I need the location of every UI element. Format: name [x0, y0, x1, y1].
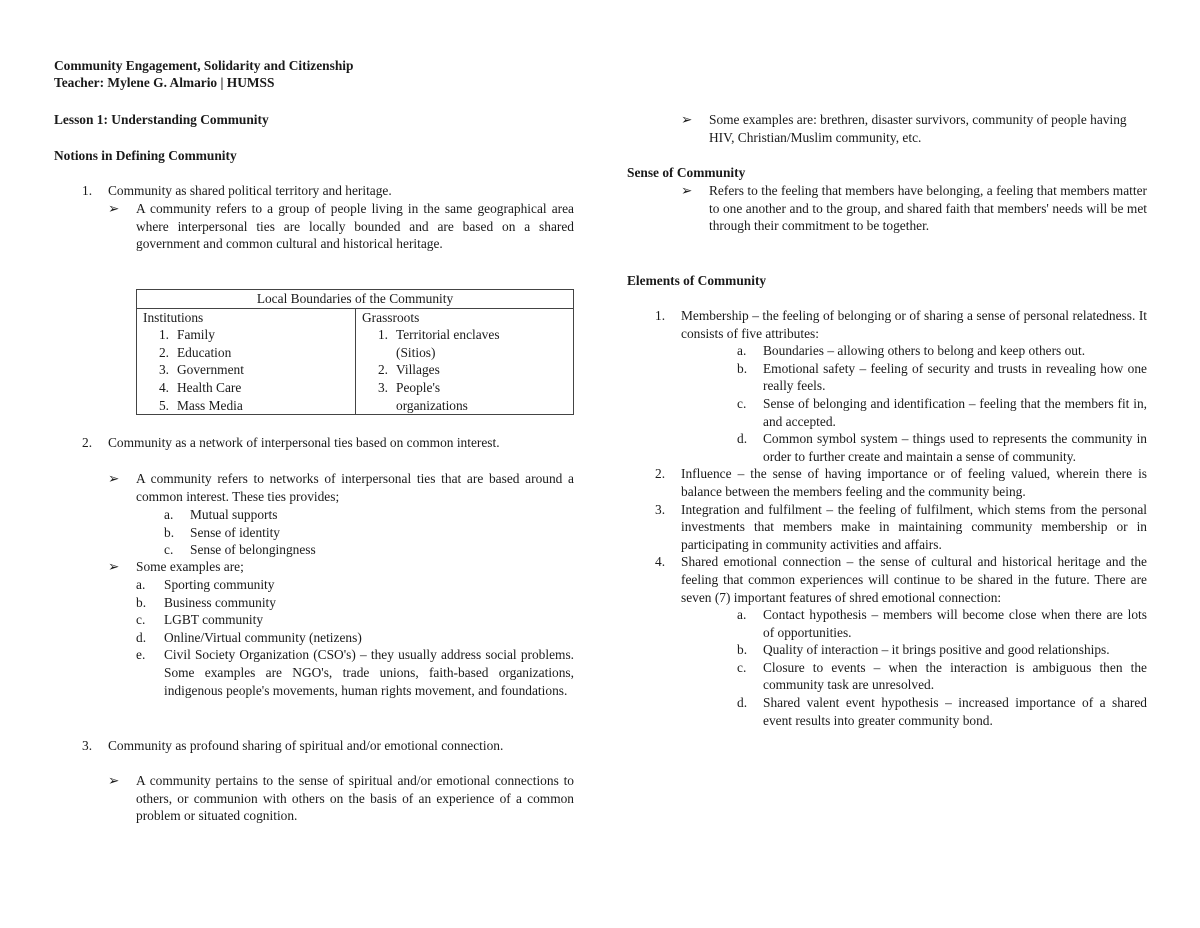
list-item-label: Government	[177, 362, 244, 378]
grassroots-list	[362, 326, 567, 414]
element-item	[655, 553, 1147, 729]
sense-text: Refers to the feeling that members have belonging, a feeling that members matter to one another and to the group, and shared faith that members' needs will be met through their commitment to be together.	[709, 183, 1147, 234]
list-number: 2.	[82, 435, 93, 450]
list-item	[164, 506, 574, 524]
list-number: 4.	[158, 379, 169, 395]
examples-label-row	[108, 558, 574, 576]
list-number: 2.	[377, 362, 388, 378]
list-item	[143, 379, 349, 397]
list-item-label: Villages	[396, 362, 440, 378]
list-item	[362, 379, 567, 397]
elements-heading: Elements of Community	[627, 273, 767, 288]
sense-bullet	[681, 182, 1147, 235]
list-item	[136, 576, 574, 594]
list-item-text: Closure to events – when the interaction is ambiguous then the community task are unresolved.	[763, 659, 1147, 693]
notion-item-2	[82, 434, 574, 452]
lesson-title: Lesson 1: Understanding Community	[54, 112, 269, 127]
examples-label: Some examples are;	[136, 559, 244, 574]
list-item-text: Quality of interaction – it brings positive and good relationships.	[763, 642, 1110, 658]
list-marker: d.	[136, 629, 147, 645]
list-item	[737, 694, 1147, 729]
list-number: 3.	[158, 362, 169, 378]
element-item	[655, 307, 1147, 465]
list-number: 4.	[655, 554, 666, 570]
list-marker: b.	[737, 642, 748, 658]
institutions-list	[143, 326, 349, 414]
list-item-label: (Sitios)	[396, 344, 436, 360]
list-number: 1.	[377, 327, 388, 343]
element-item	[655, 501, 1147, 554]
course-title: Community Engagement, Solidarity and Citizenship	[54, 58, 354, 73]
list-item-label: Education	[177, 344, 232, 360]
list-marker: c.	[136, 612, 146, 628]
list-item	[737, 342, 1147, 360]
list-item	[143, 397, 349, 415]
list-item	[164, 541, 574, 559]
bullet-text: A community refers to a group of people living in the same geographical area where interpersonal ties are locally bounded and are based on a shared government and common cultural and historical heritage.	[136, 201, 574, 252]
bullet-text: A community pertains to the sense of spiritual and/or emotional connections to others, or communion with others on the basis of an experience of a common problem or situated cognition.	[136, 773, 574, 824]
list-item-text: Civil Society Organization (CSO's) – they usually address social problems. Some examples are NGO's, trade unions, faith-based organizations, indigenous people's movements, human rights movement, and foundations.	[164, 647, 574, 698]
list-item	[143, 326, 349, 344]
list-item-label: Mass Media	[177, 397, 243, 413]
list-marker: b.	[164, 524, 175, 540]
list-number: 1.	[82, 183, 93, 198]
list-item-text: LGBT community	[164, 612, 264, 628]
list-item-label: People's	[396, 379, 441, 395]
element-item-row	[655, 307, 1147, 342]
notion-item-1-bullet	[108, 200, 574, 253]
element-sublist	[737, 606, 1147, 729]
list-item-text: Boundaries – allowing others to belong and keep others out.	[763, 343, 1086, 359]
list-number: 5.	[158, 397, 169, 413]
list-item-text: Online/Virtual community (netizens)	[164, 629, 362, 645]
list-item-text: Sense of belonging and identification – feeling that the members fit in, and accepted.	[763, 395, 1147, 429]
element-item-text: Shared emotional connection – the sense of cultural and historical heritage and the feeling that common experiences will continue to be shared in the future. There are seven (7) important features of shred emotional connection:	[681, 554, 1147, 605]
list-number: 2.	[655, 466, 666, 482]
list-number: 1.	[158, 327, 169, 343]
list-item	[362, 361, 567, 379]
notion-item-3	[82, 737, 574, 755]
list-item-text: Sporting community	[164, 577, 275, 592]
list-item-text: Sense of belongingness	[190, 542, 316, 558]
list-number	[362, 344, 396, 362]
list-item	[737, 360, 1147, 395]
element-item-text: Integration and fulfilment – the feeling of fulfilment, which stems from the personal investments that members make in maintaining community membership or in participating in community activities and affairs.	[681, 501, 1147, 552]
list-item-text: Common symbol system – things used to represents the community in order to further create and maintain a sense of community.	[763, 431, 1147, 464]
list-marker: c.	[737, 659, 747, 675]
arrow-bullet-icon: ➢	[681, 183, 693, 198]
list-item-text: Mutual supports	[190, 507, 278, 522]
list-item	[136, 594, 574, 612]
elements-list	[655, 307, 1147, 729]
list-number: 3.	[82, 738, 93, 753]
element-item	[655, 465, 1147, 500]
institutions-heading: Institutions	[143, 309, 204, 325]
list-item	[362, 397, 567, 415]
notion-item-2-title: Community as a network of interpersonal ties based on common interest.	[108, 435, 500, 450]
element-item-row	[655, 465, 1147, 500]
list-marker: b.	[737, 360, 748, 376]
list-marker: b.	[136, 594, 147, 610]
local-boundaries-table	[136, 289, 574, 415]
grassroots-cell	[356, 308, 574, 415]
list-number	[362, 397, 396, 415]
list-item-label: Family	[177, 327, 215, 343]
element-item-text: Membership – the feeling of belonging or of sharing a sense of personal relatedness. It consists of five attributes:	[681, 308, 1147, 341]
list-item	[164, 524, 574, 542]
list-number: 1.	[655, 308, 666, 323]
list-marker: a.	[164, 507, 174, 522]
list-item	[362, 326, 567, 344]
list-number: 3.	[655, 501, 666, 517]
list-item	[737, 606, 1147, 641]
notion-item-1-title: Community as shared political territory and heritage.	[108, 183, 392, 198]
list-item-text: Business community	[164, 594, 276, 610]
element-item-row	[655, 553, 1147, 606]
element-item-text: Influence – the sense of having importance or of feeling valued, wherein there is balance between the members feeling and the community being.	[681, 466, 1147, 499]
list-item-label: organizations	[396, 397, 468, 413]
notion-item-2-sublist	[164, 506, 574, 559]
list-item-label: Health Care	[177, 379, 242, 395]
list-item	[737, 430, 1147, 465]
arrow-bullet-icon: ➢	[681, 112, 693, 127]
notion-item-3-bullet	[108, 772, 574, 825]
arrow-bullet-icon: ➢	[108, 773, 120, 788]
list-item-label: Territorial enclaves	[396, 327, 500, 343]
list-marker: d.	[737, 695, 748, 711]
arrow-bullet-icon: ➢	[108, 471, 120, 486]
element-sublist	[737, 342, 1147, 465]
notions-heading: Notions in Defining Community	[54, 148, 237, 163]
list-item	[737, 395, 1147, 430]
list-marker: c.	[737, 395, 747, 411]
list-item	[143, 361, 349, 379]
list-marker: a.	[737, 607, 747, 623]
bullet-text: Some examples are: brethren, disaster survivors, community of people having HIV, Christian/Muslim community, etc.	[709, 112, 1127, 145]
notion-item-1	[82, 182, 574, 200]
table-title: Local Boundaries of the Community	[137, 290, 574, 309]
list-number: 2.	[158, 344, 169, 360]
sense-heading: Sense of Community	[627, 165, 746, 180]
list-marker: a.	[136, 577, 146, 592]
notion-item-2-bullet	[108, 470, 574, 505]
list-item	[136, 629, 574, 647]
list-marker: e.	[136, 647, 146, 663]
list-marker: a.	[737, 343, 747, 359]
list-item	[136, 646, 574, 699]
element-item-row	[655, 501, 1147, 554]
list-item-text: Emotional safety – feeling of security and trusts in revealing how one really feels.	[763, 360, 1147, 394]
list-number: 3.	[377, 379, 388, 395]
grassroots-heading: Grassroots	[362, 309, 420, 325]
list-item-text: Sense of identity	[190, 524, 281, 540]
teacher-line: Teacher: Mylene G. Almario | HUMSS	[54, 75, 275, 90]
arrow-bullet-icon: ➢	[108, 559, 120, 574]
list-item	[143, 344, 349, 362]
list-item	[737, 659, 1147, 694]
notion-item-3-examples	[681, 111, 1147, 146]
institutions-cell	[137, 308, 356, 415]
list-item-text: Shared valent event hypothesis – increased importance of a shared event results into greater community bond.	[763, 695, 1147, 728]
list-marker: d.	[737, 431, 748, 447]
list-item	[362, 344, 567, 362]
bullet-text: A community refers to networks of interpersonal ties that are based around a common interest. These ties provides;	[136, 471, 574, 504]
notion-item-3-title: Community as profound sharing of spiritual and/or emotional connection.	[108, 738, 504, 753]
list-marker: c.	[164, 542, 174, 558]
list-item	[737, 641, 1147, 659]
list-item-text: Contact hypothesis – members will become close when there are lots of opportunities.	[763, 607, 1147, 640]
arrow-bullet-icon: ➢	[108, 201, 120, 216]
examples-list	[136, 576, 574, 699]
list-item	[136, 611, 574, 629]
